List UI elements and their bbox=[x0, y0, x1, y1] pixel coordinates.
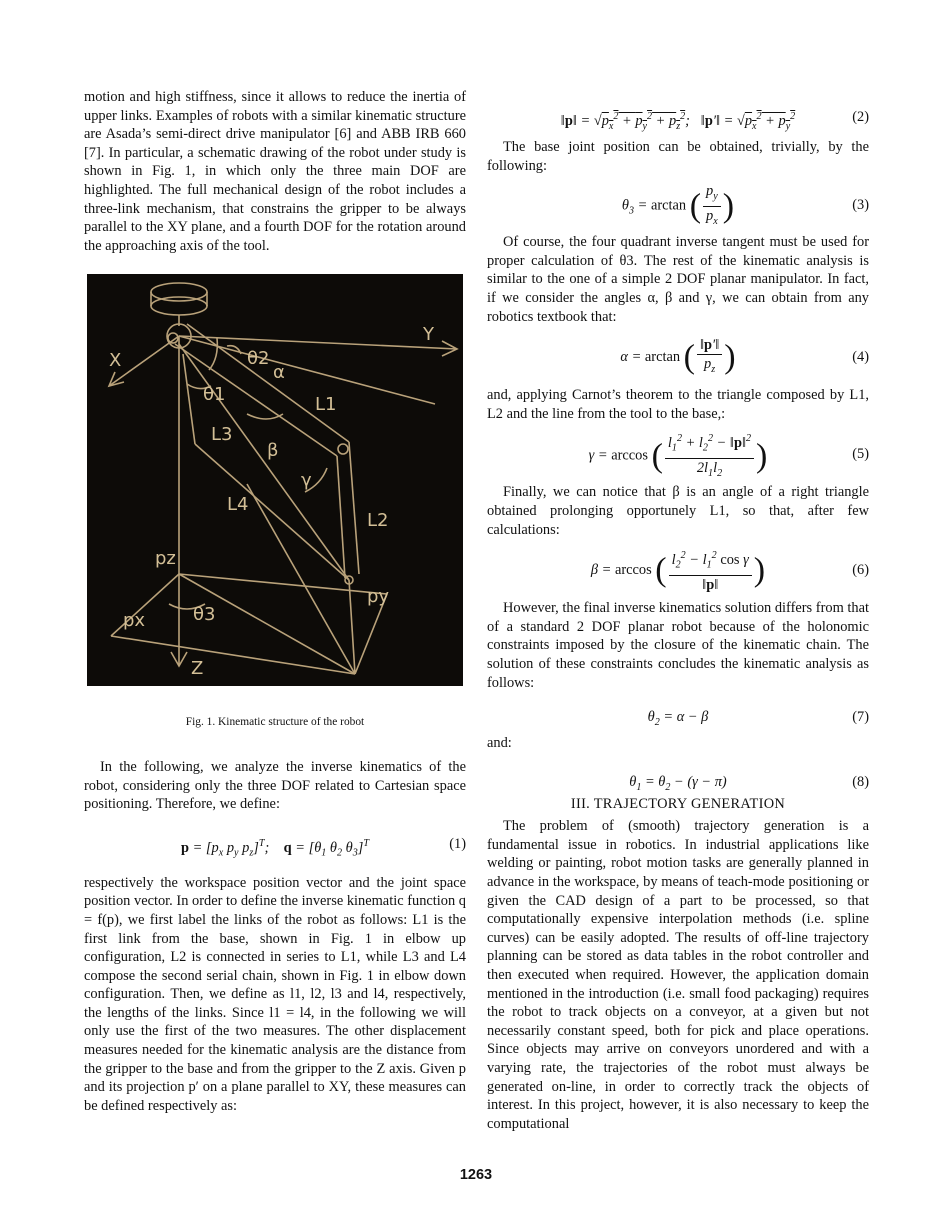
equation-2-number: (2) bbox=[852, 109, 869, 125]
equation-4-body: α = arctan ( $\frac{‖p'‖}{p_z}$ ) bbox=[620, 337, 736, 376]
angle-label-gamma: γ bbox=[301, 470, 312, 492]
right-paragraph-4: Finally, we can notice that β is an angle of a right triangle obtained prolonging opportunely L1, so that, after few calculations: bbox=[487, 484, 869, 538]
robot-kinematic-figure bbox=[87, 274, 463, 686]
angle-label-alpha: α bbox=[273, 362, 285, 384]
angle-label-beta: β bbox=[267, 440, 279, 462]
equation-8-number: (8) bbox=[852, 773, 869, 790]
equation-4-number: (4) bbox=[852, 349, 869, 366]
equation-2 bbox=[487, 100, 869, 134]
equation-2-body: ‖p‖ = $√p_x^2 + p_y^2 + p_z^2$; ‖p′‖ = $√p_x^2 + p_y^2$ bbox=[560, 111, 796, 132]
right-paragraph-2: Of course, the four quadrant inverse tangent must be used for proper calculation of θ3. The rest of the kinematic analysis is similar to the one of a simple 2 DOF planar manipulator. In fact, if we consider the angles α, β and γ, we can obtain from any robotics textbook that: bbox=[487, 234, 869, 325]
right-paragraph-3: and, applying Carnot’s theorem to the triangle composed by L1, L2 and the line from the tool to the base,: bbox=[487, 387, 869, 422]
equation-8 bbox=[487, 771, 869, 793]
right-column bbox=[487, 88, 869, 1133]
label-pz: pz bbox=[155, 548, 176, 570]
equation-1-body: $p = [p_x$ $p_y$ $p_z]^T$; $q = [\theta_1$ $\theta_2$ $\theta_3]^T$ bbox=[180, 837, 369, 859]
and-text: and: bbox=[487, 735, 512, 752]
equation-3-number: (3) bbox=[852, 197, 869, 214]
link-label-l2: L2 bbox=[367, 510, 389, 532]
equation-7 bbox=[487, 706, 869, 728]
figure-caption: Fig. 1. Kinematic structure of the robot bbox=[185, 716, 365, 729]
link-label-l4: L4 bbox=[227, 494, 249, 516]
equation-7-number: (7) bbox=[852, 709, 869, 726]
section-heading: III. TRAJECTORY GENERATION bbox=[570, 795, 786, 812]
equation-6-number: (6) bbox=[852, 562, 869, 579]
equation-1 bbox=[84, 830, 466, 858]
left-paragraph-2: In the following, we analyze the inverse kinematics of the robot, considering only the three DOF related to Cartesian space positioning. Therefore, we define: bbox=[84, 758, 466, 813]
equation-5-body: γ = arccos ( $\frac{l_1^2 + l_2^2 - ‖p‖^2}{2l_1l_2}$ ) bbox=[588, 433, 768, 479]
right-paragraph-5: However, the final inverse kinematics solution differs from that of a standard 2 DOF planar robot because of the holonomic constraints imposed by the closure of the kinematic chain. The solution of these constraints concludes the kinematic analysis as follows: bbox=[487, 600, 869, 691]
page-number: 1263 bbox=[459, 1167, 493, 1183]
label-px: px bbox=[123, 610, 146, 632]
equation-6-body: β = arccos ( $\frac{l_2^2 - l_1^2 \cos \gamma}{‖p‖}$ ) bbox=[590, 550, 766, 594]
axis-label-y: Y bbox=[423, 324, 434, 346]
equation-7-body: $\theta_2 = \alpha - \beta$ bbox=[647, 709, 709, 728]
angle-label-theta3: θ3 bbox=[193, 604, 216, 626]
kinematic-diagram bbox=[87, 274, 463, 686]
left-column bbox=[84, 88, 466, 1115]
equation-5 bbox=[487, 431, 869, 477]
link-label-l1: L1 bbox=[315, 394, 337, 416]
equation-3-body: $\theta_3 = \arctan$ ( $\frac{p_y}{p_x}$ ) bbox=[621, 183, 735, 227]
equation-4 bbox=[487, 334, 869, 380]
axis-label-x: X bbox=[109, 350, 122, 372]
equation-1-number: (1) bbox=[449, 835, 466, 852]
label-py: py bbox=[367, 586, 390, 608]
equation-3 bbox=[487, 183, 869, 227]
left-paragraph-3: respectively the workspace position vector and the joint space position vector. In order to define the inverse kinematic function q = f(p), we first label the links of the robot as follows: L1 is the first link from the base, shown in Fig. 1 in elbow up configuration, L2 is connected in series to L1, while L3 and L4 compose the second serial chain, shown in Fig. 1 in elbow down configuration. Then, we define as l1, l2, l3 and l4, respectively, the lengths of the links. Since l1 = l4, in the following we will only use the first of the two measures. The other displacement measures needed for the kinematic analysis are the distance from the gripper to the base and from the gripper to the Z axis. Given p and its projection p′ on a plane parallel to XY, these measures can be defined respectively as: bbox=[84, 874, 466, 1114]
equation-8-body: $\theta_1 = \theta_2 - (\gamma - \pi)$ bbox=[629, 773, 727, 793]
axis-label-z: Z bbox=[191, 658, 204, 680]
angle-label-theta2: θ2 bbox=[247, 348, 270, 370]
equation-6 bbox=[487, 547, 869, 593]
left-paragraph-1: motion and high stiffness, since it allows to reduce the inertia of upper links. Examples of robots with a similar kinematic structure are Asada’s semi-direct drive manipulator [6] and ABB IRB 660 [7]. In particular, a schematic drawing of the robot under study is shown in Fig. 1, in which only the three main DOF are highlighted. The full mechanical design of the robot includes a three-link mechanism, that constrains the gripper to be always parallel to the XY plane, and a fourth DOF for the rotation around the approaching axis of the tool. bbox=[84, 89, 466, 254]
right-paragraph-6: The problem of (smooth) trajectory generation is a fundamental issue in robotics. In industrial applications like welding or painting, robot motion tasks are generally planned in advance in the workspace, by means of teach-mode positioning or given the CAD design of a part to be processed, so that computationally expensive interpolation methods (i.e. spline curves) can be easily adopted. The results of off-line trajectory planning can be stored as data tables in the robot controller and then executed when required. However, the application domain mentioned in the introduction (i.e. small food packaging) requires the robot to track objects on a conveyor, at a given but not necessarily constant speed, both for pick and place operations. Since objects may arrive on conveyors unordered and with a varying rate, the trajectories of the robot must always be generated on-line, in order to correctly track the objects of interest. In this project, however, it is also necessary to keep the computational bbox=[487, 818, 869, 1132]
angle-label-theta1: θ1 bbox=[203, 384, 226, 406]
link-label-l3: L3 bbox=[211, 424, 233, 446]
equation-5-number: (5) bbox=[852, 446, 869, 463]
right-paragraph-1: The base joint position can be obtained, trivially, by the following: bbox=[487, 139, 869, 174]
